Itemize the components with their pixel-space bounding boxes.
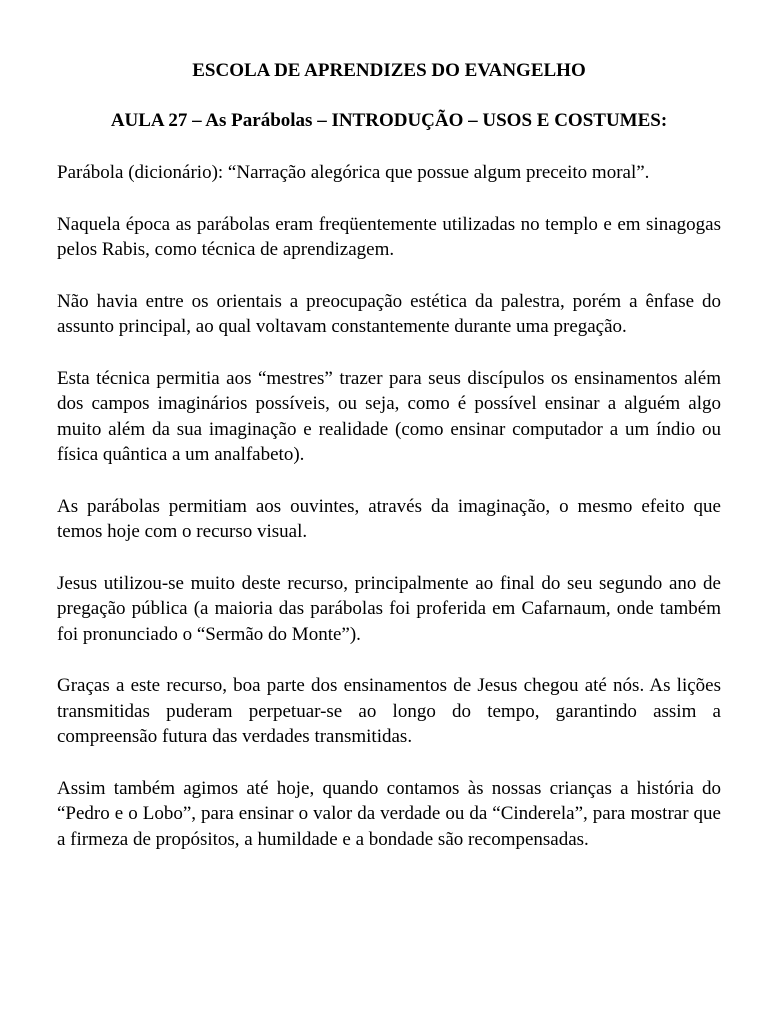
paragraph-orientals: Não havia entre os orientais a preocupação estética da palestra, porém a ênfase do assunto principal, ao qual voltavam constantemente durante uma pregação. xyxy=(57,290,721,337)
lesson-subtitle: AULA 27 – As Parábolas – INTRODUÇÃO – USOS E COSTUMES: xyxy=(110,110,668,131)
paragraph-temple-usage: Naquela época as parábolas eram freqüentemente utilizadas no templo e em sinagogas pelos Rabis, como técnica de aprendizagem. xyxy=(57,213,721,260)
paragraph-children-stories: Assim também agimos até hoje, quando contamos às nossas crianças a história do “Pedro e o Lobo”, para ensinar o valor da verdade ou da “Cinderela”, para mostrar que a firmeza de propósitos, a humildade e a bondade são recompensadas. xyxy=(57,777,721,850)
paragraph-teachings-preserved: Graças a este recurso, boa parte dos ensinamentos de Jesus chegou até nós. As lições transmitidas puderam perpetuar-se ao longo do tempo, garantindo assim a compreensão futura das verdades transmitidas. xyxy=(57,675,721,747)
paragraph-definition: Parábola (dicionário): “Narração alegórica que possue algum preceito moral”. xyxy=(57,162,650,183)
document-title: ESCOLA DE APRENDIZES DO EVANGELHO xyxy=(192,60,586,81)
paragraph-imagination: As parábolas permitiam aos ouvintes, através da imaginação, o mesmo efeito que temos hoje com o recurso visual. xyxy=(57,495,721,542)
document-page xyxy=(57,58,721,878)
paragraph-teaching-technique: Esta técnica permitia aos “mestres” trazer para seus discípulos os ensinamentos além dos campos imaginários possíveis, ou seja, como é possível ensinar a alguém algo muito além da sua imaginação e realidade (como ensinar computador a um índio ou física quântica a um analfabeto). xyxy=(57,367,721,465)
paragraph-jesus-usage: Jesus utilizou-se muito deste recurso, principalmente ao final do seu segundo ano de pregação pública (a maioria das parábolas foi proferida em Cafarnaum, onde também foi pronunciado o “Sermão do Monte”). xyxy=(57,572,721,645)
